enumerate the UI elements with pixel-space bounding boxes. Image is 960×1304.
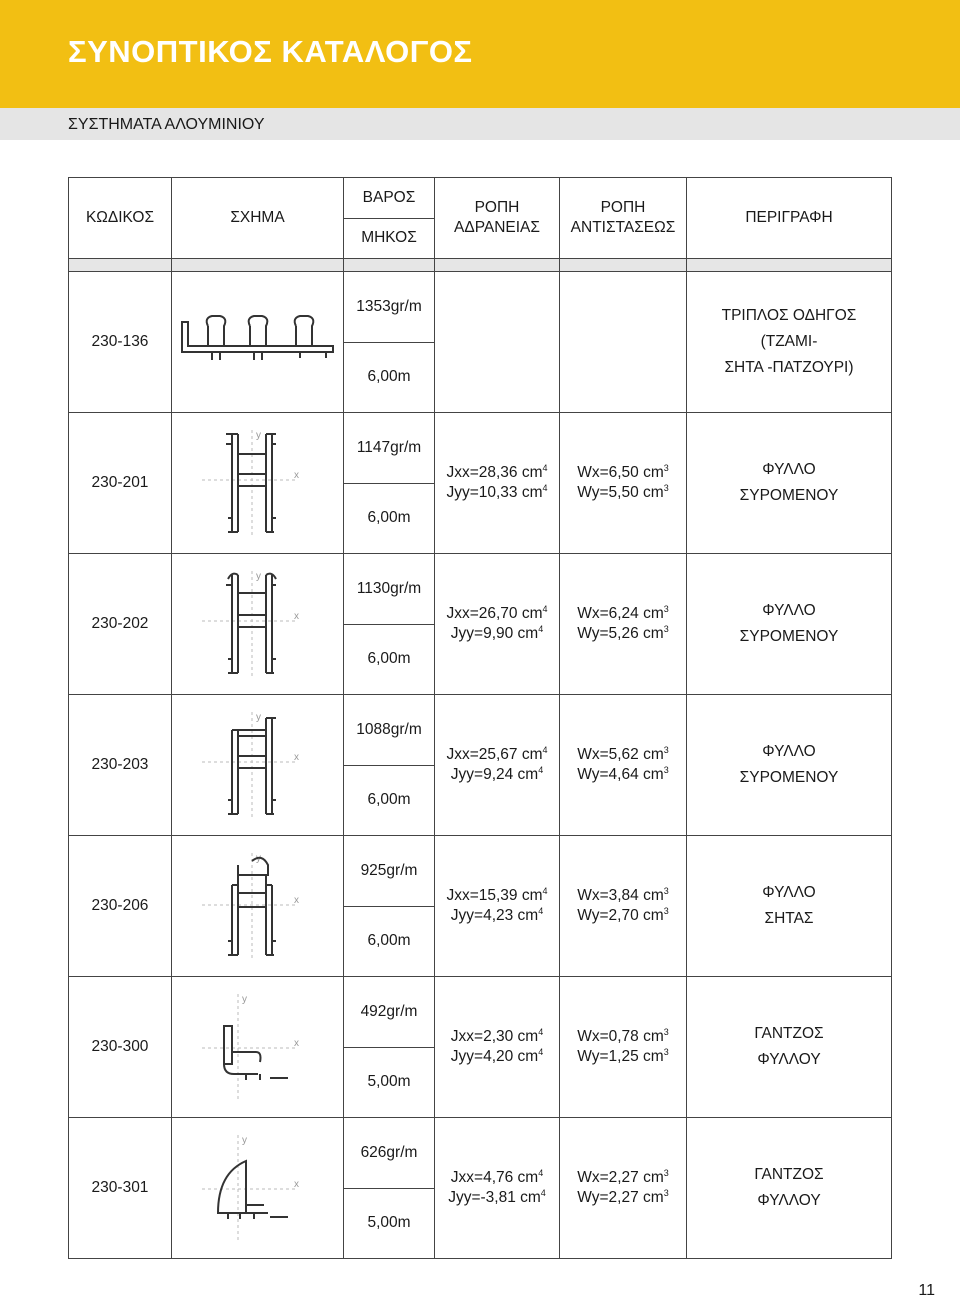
description-cell xyxy=(687,1118,892,1259)
screen-sash-profile-icon xyxy=(198,851,318,961)
description-line: ΣΥΡΟΜΕΝΟΥ xyxy=(739,769,839,786)
code-cell: 230-206 xyxy=(69,836,172,977)
page-subtitle: ΣΥΣΤΗΜΑΤΑ ΑΛΟΥΜΙΝΙΟΥ xyxy=(68,116,265,133)
header-resistance-line1: ΡΟΠΗ xyxy=(600,199,646,216)
resistance-cell: Wx=0,78 $cm^3$ Wy=1,25 $cm^3$ xyxy=(560,977,687,1118)
length-value: 6,00m xyxy=(344,624,434,695)
y-axis-label: y xyxy=(255,430,261,441)
page-title: ΣΥΝΟΠΤΙΚΟΣ ΚΑΤΑΛΟΓΟΣ xyxy=(68,34,473,69)
description-line: ΦΥΛΛΟ xyxy=(762,884,816,901)
table-row xyxy=(69,413,892,554)
header-weight: ΒΑΡΟΣ xyxy=(362,188,416,206)
description-line: (ΤΖΑΜΙ- xyxy=(760,333,818,350)
profile-shape xyxy=(172,272,344,413)
inertia-cell: Jxx=15,39 $cm^4$ Jyy=4,23 $cm^4$ xyxy=(435,836,560,977)
jxx-value: Jxx=28,36 cm xyxy=(446,464,543,481)
profile-shape xyxy=(172,695,344,836)
description-line: ΣΗΤΑΣ xyxy=(764,910,814,927)
resistance-cell: Wx=6,24 $cm^3$ Wy=5,26 $cm^3$ xyxy=(560,554,687,695)
resistance-cell: Wx=2,27 $cm^3$ Wy=2,27 $cm^3$ xyxy=(560,1118,687,1259)
description-cell xyxy=(687,836,892,977)
table-row xyxy=(69,1118,892,1259)
weight-length-cell xyxy=(344,554,435,695)
header-weight-length xyxy=(344,178,435,259)
inertia-cell: Jxx=25,67 $cm^4$ Jyy=9,24 $cm^4$ xyxy=(435,695,560,836)
weight-value: 1147gr/m xyxy=(356,438,422,456)
jxx-value: Jxx=26,70 cm xyxy=(446,605,543,622)
y-axis-label: y xyxy=(255,712,261,723)
weight-value: 1353gr/m xyxy=(356,297,422,315)
header-inertia-line2: ΑΔΡΑΝΕΙΑΣ xyxy=(454,219,540,236)
hook-profile-icon xyxy=(198,992,318,1102)
description-line: ΦΥΛΛΟΥ xyxy=(757,1192,821,1209)
code-cell: 230-136 xyxy=(69,272,172,413)
resistance-cell xyxy=(560,272,687,413)
code-cell: 230-203 xyxy=(69,695,172,836)
length-value: 6,00m xyxy=(344,342,434,413)
code-cell: 230-300 xyxy=(69,977,172,1118)
x-axis-label: x xyxy=(293,611,299,622)
sliding-sash-profile-icon xyxy=(198,569,318,679)
weight-value: 626gr/m xyxy=(360,1143,418,1161)
jyy-value: Jyy=4,20 cm xyxy=(450,1048,539,1065)
length-value: 6,00m xyxy=(344,483,434,554)
description-line: ΦΥΛΛΟ xyxy=(762,743,816,760)
profile-shape xyxy=(172,413,344,554)
description-line: ΣΥΡΟΜΕΝΟΥ xyxy=(739,487,839,504)
triple-rail-profile-icon xyxy=(178,312,338,372)
y-axis-label: y xyxy=(241,994,247,1005)
wx-value: Wx=5,62 cm xyxy=(577,746,664,763)
weight-length-cell xyxy=(344,413,435,554)
header-separator-row xyxy=(69,259,892,272)
header-resistance xyxy=(560,178,687,259)
jyy-value: Jyy=4,23 cm xyxy=(450,907,539,924)
x-axis-label: x xyxy=(293,470,299,481)
description-cell xyxy=(687,272,892,413)
jxx-value: Jxx=4,76 cm xyxy=(450,1169,539,1186)
description-line: ΓΑΝΤΖΟΣ xyxy=(754,1166,824,1183)
sliding-sash-profile-icon xyxy=(198,710,318,820)
inertia-cell xyxy=(435,272,560,413)
description-cell xyxy=(687,413,892,554)
table-row xyxy=(69,272,892,413)
header-resistance-line2: ΑΝΤΙΣΤΑΣΕΩΣ xyxy=(570,219,676,236)
description-line: ΣΥΡΟΜΕΝΟΥ xyxy=(739,628,839,645)
description-cell xyxy=(687,695,892,836)
description-line: ΦΥΛΛΟ xyxy=(762,461,816,478)
x-axis-label: x xyxy=(293,1038,299,1049)
description-line: ΓΑΝΤΖΟΣ xyxy=(754,1025,824,1042)
profile-shape xyxy=(172,554,344,695)
length-value: 6,00m xyxy=(344,765,434,836)
weight-value: 492gr/m xyxy=(360,1002,418,1020)
wx-value: Wx=0,78 cm xyxy=(577,1028,664,1045)
weight-length-cell xyxy=(344,695,435,836)
jyy-value: Jyy=9,24 cm xyxy=(450,766,539,783)
table-row xyxy=(69,695,892,836)
inertia-cell: Jxx=4,76 $cm^4$ Jyy=-3,81 $cm^4$ xyxy=(435,1118,560,1259)
header-description: ΠΕΡΙΓΡΑΦΗ xyxy=(687,178,892,259)
inertia-cell: Jxx=2,30 $cm^4$ Jyy=4,20 $cm^4$ xyxy=(435,977,560,1118)
wy-value: Wy=2,70 cm xyxy=(577,907,664,924)
wy-value: Wy=5,26 cm xyxy=(577,625,664,642)
jyy-value: Jyy=-3,81 cm xyxy=(448,1189,541,1206)
table-row xyxy=(69,977,892,1118)
x-axis-label: x xyxy=(293,895,299,906)
wx-value: Wx=3,84 cm xyxy=(577,887,664,904)
jyy-value: Jyy=10,33 cm xyxy=(446,484,543,501)
header-inertia xyxy=(435,178,560,259)
profile-shape xyxy=(172,836,344,977)
jyy-value: Jyy=9,90 cm xyxy=(450,625,539,642)
description-cell xyxy=(687,977,892,1118)
description-line: ΦΥΛΛΟΥ xyxy=(757,1051,821,1068)
resistance-cell: Wx=5,62 $cm^3$ Wy=4,64 $cm^3$ xyxy=(560,695,687,836)
jxx-value: Jxx=15,39 cm xyxy=(446,887,543,904)
wy-value: Wy=2,27 cm xyxy=(577,1189,664,1206)
wx-value: Wx=6,50 cm xyxy=(577,464,664,481)
weight-length-cell xyxy=(344,1118,435,1259)
weight-value: 925gr/m xyxy=(360,861,418,879)
profile-shape xyxy=(172,977,344,1118)
code-cell: 230-201 xyxy=(69,413,172,554)
length-value: 5,00m xyxy=(344,1188,434,1259)
weight-value: 1130gr/m xyxy=(356,579,422,597)
jxx-value: Jxx=25,67 cm xyxy=(446,746,543,763)
length-value: 5,00m xyxy=(344,1047,434,1118)
description-line: ΦΥΛΛΟ xyxy=(762,602,816,619)
resistance-cell: Wx=6,50 $cm^3$ Wy=5,50 $cm^3$ xyxy=(560,413,687,554)
wx-value: Wx=6,24 cm xyxy=(577,605,664,622)
table-row xyxy=(69,554,892,695)
catalog-table xyxy=(68,177,892,1259)
wx-value: Wx=2,27 cm xyxy=(577,1169,664,1186)
description-cell xyxy=(687,554,892,695)
length-value: 6,00m xyxy=(344,906,434,977)
sliding-sash-profile-icon xyxy=(198,428,318,538)
wy-value: Wy=1,25 cm xyxy=(577,1048,664,1065)
weight-length-cell xyxy=(344,836,435,977)
code-cell: 230-202 xyxy=(69,554,172,695)
x-axis-label: x xyxy=(293,1179,299,1190)
y-axis-label: y xyxy=(241,1135,247,1146)
table-row xyxy=(69,836,892,977)
y-axis-label: y xyxy=(255,853,261,864)
header-shape: ΣΧΗΜΑ xyxy=(172,178,344,259)
profile-shape xyxy=(172,1118,344,1259)
header-inertia-line1: ΡΟΠΗ xyxy=(474,199,520,216)
y-axis-label: y xyxy=(255,571,261,582)
resistance-cell: Wx=3,84 $cm^3$ Wy=2,70 $cm^3$ xyxy=(560,836,687,977)
curved-hook-profile-icon xyxy=(198,1133,318,1243)
description-line: ΤΡΙΠΛΟΣ ΟΔΗΓΟΣ xyxy=(721,307,857,324)
weight-length-cell xyxy=(344,272,435,413)
description-line: ΣΗΤΑ -ΠΑΤΖΟΥΡΙ) xyxy=(724,359,854,376)
wy-value: Wy=4,64 cm xyxy=(577,766,664,783)
weight-value: 1088gr/m xyxy=(356,720,422,738)
jxx-value: Jxx=2,30 cm xyxy=(450,1028,539,1045)
inertia-cell: Jxx=26,70 $cm^4$ Jyy=9,90 $cm^4$ xyxy=(435,554,560,695)
page-number: 11 xyxy=(918,1282,935,1299)
code-cell: 230-301 xyxy=(69,1118,172,1259)
header-code: ΚΩΔΙΚΟΣ xyxy=(69,178,172,259)
x-axis-label: x xyxy=(293,752,299,763)
inertia-cell: Jxx=28,36 $cm^4$ Jyy=10,33 $cm^4$ xyxy=(435,413,560,554)
wy-value: Wy=5,50 cm xyxy=(577,484,664,501)
header-length: ΜΗΚΟΣ xyxy=(344,218,434,259)
weight-length-cell xyxy=(344,977,435,1118)
